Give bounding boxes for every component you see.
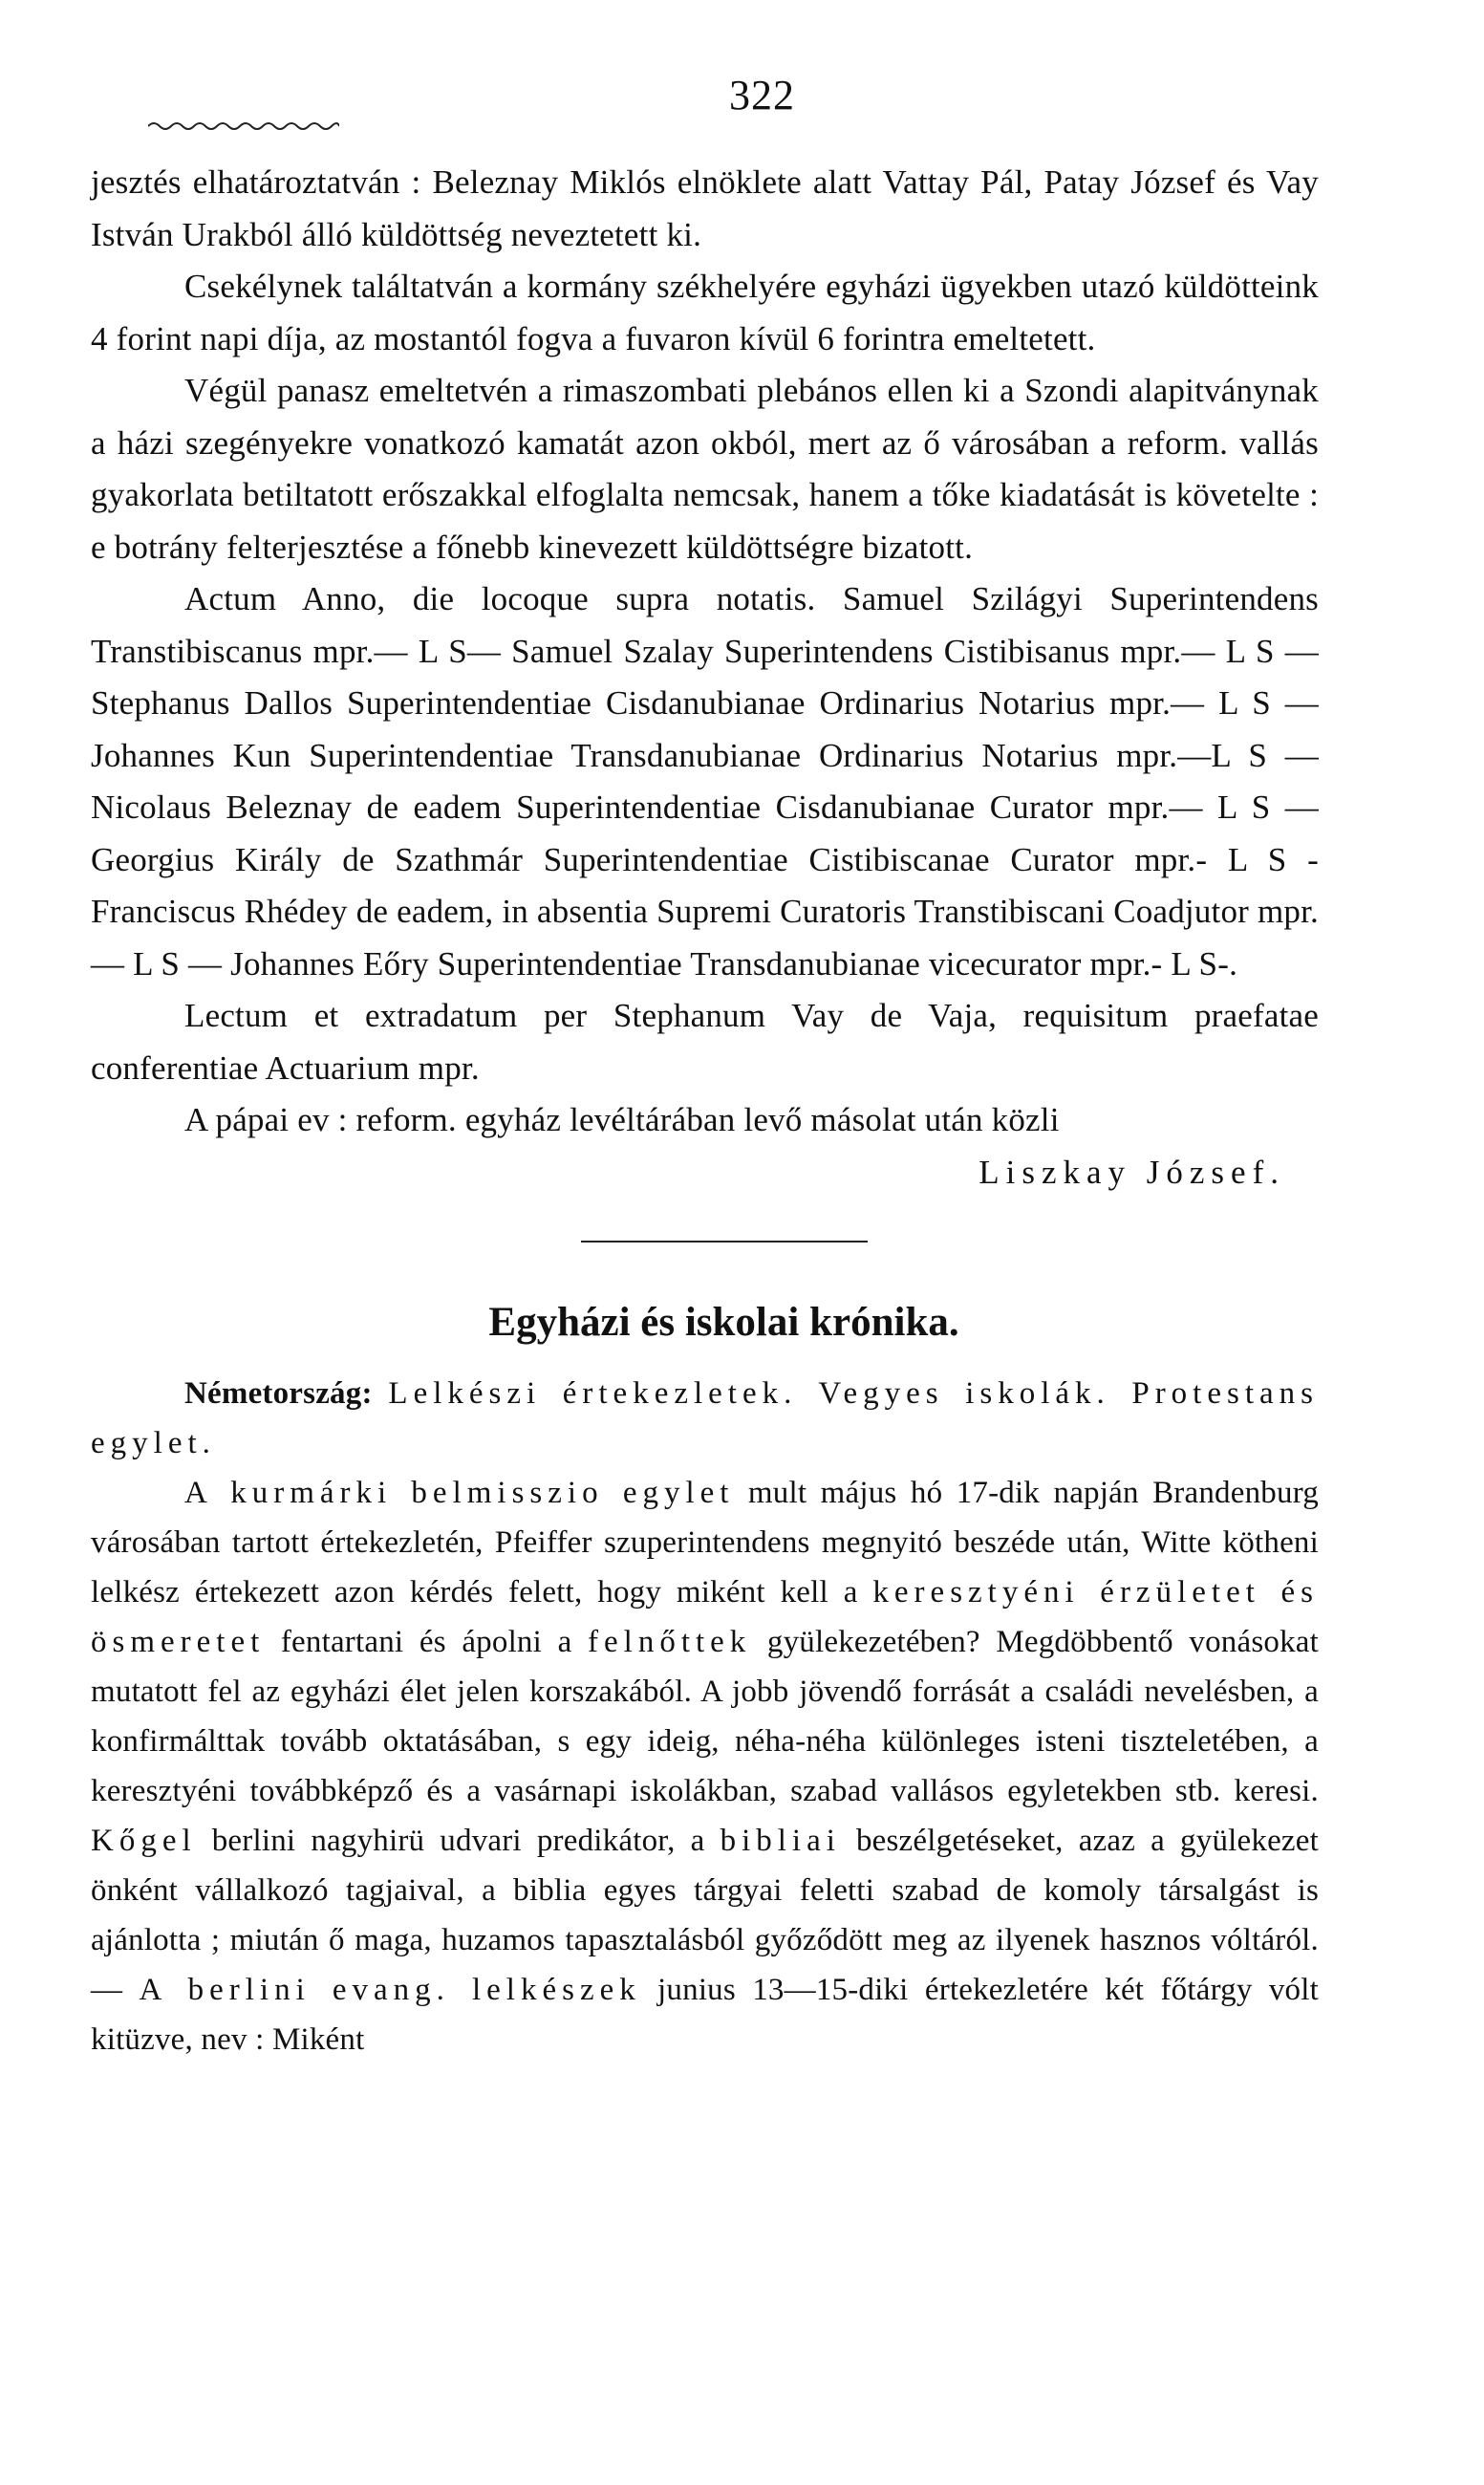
section-divider (581, 1241, 868, 1242)
lead-text: A kurmárki belmisszio egylet (184, 1476, 735, 1510)
chronicle-text-3: gyülekezetében? Megdöbbentő vonásokat mutatott fel az egyházi élet jelen korszakából. A jobb jövendő forrását a családi nevelésben, a konfirmálttak tovább oktatásában, s egy ideig, néha-néha különleges isteni tiszteletében, a keresztyéni továbbképző és a vasárnapi iskolákban, szabad vallásos egyletekben stb. keresi. (91, 1625, 1320, 1808)
emphasis-3: Kőgel (91, 1824, 197, 1858)
chronicle-heading (91, 1369, 1319, 1468)
wavy-ornament-icon (148, 119, 339, 133)
emphasis-2: felnőttek (588, 1625, 752, 1659)
paragraph-1: jesztés elhatároztatván : Beleznay Miklós elnöklete alatt Vattay Pál, Patay József és Vay István Urakból álló küldöttség neveztetett ki. (91, 163, 1319, 253)
chronicle-subtitle: Lelkészi értekezletek. Vegyes iskolák. Protestans egylet. (91, 1376, 1319, 1460)
section-title: Egyházi és iskolai krónika. (488, 1300, 959, 1345)
country-label: Németország: (184, 1376, 373, 1411)
chronicle-text-4: berlini nagyhirü udvari predikátor, a (211, 1824, 705, 1858)
chronicle-paragraph (91, 1468, 1319, 2064)
chronicle-text-5: beszélgetéseket, azaz a gyülekezet önként vállalkozó tagjaival, a biblia egyes tárgyai feletti szabad de komoly társalgást is ajánlotta ; miután ő maga, huzamos tapasztalásból győződött meg az ilyenek hasznos vóltáról. — (91, 1824, 1319, 2007)
chronicle-text-6: junius 13—15-diki értekezletére két főtárgy vólt kitüzve, nev : Miként (91, 1973, 1319, 2057)
signature: Liszkay József. (979, 1153, 1285, 1191)
paragraph-3: Végül panasz emeltetvén a rimaszombati plebános ellen ki a Szondi alapitványnak a házi szegényekre vonatkozó kamatát azon okból, mert az ő városában a reform. vallás gyakorlata betiltatott erőszakkal elfoglalta nemcsak, hanem a tőke kiadatását is követelte : e botrány felterjesztése a főnebb kinevezett küldöttségre bizatott. (91, 372, 1319, 566)
paragraph-2: Csekélynek találtatván a kormány székhelyére egyházi ügyekben utazó küldötteink 4 forint napi díja, az mostantól fogva a fuvaron kívül 6 forintra emeltetett. (91, 268, 1319, 357)
paragraph-5: Lectum et extradatum per Stephanum Vay de Vaja, requisitum praefatae conferentiae Actuarium mpr. (91, 997, 1319, 1087)
emphasis-1: keresztyéni érzületet és ösmeretet (91, 1575, 1320, 1659)
page-number: 322 (729, 72, 795, 119)
chronicle-text-2: fentartani és ápolni a (280, 1625, 572, 1659)
paragraph-6: A pápai ev : reform. egyház levéltárában levő másolat után közli (184, 1101, 1060, 1138)
paragraph-4: Actum Anno, die locoque supra notatis. Samuel Szilágyi Superintendens Transtibiscanus mpr.— L S— Samuel Szalay Superintendens Cistibisanus mpr.— L S —Stephanus Dallos Superintendentiae Cisdanubianae Ordinarius Notarius mpr.— L S — Johannes Kun Superintendentiae Transdanubianae Ordinarius Notarius mpr.—L S —Nicolaus Beleznay de eadem Superintendentiae Cisdanubianae Curator mpr.— L S —Georgius Király de Szathmár Superintendentiae Cistibiscanae Curator mpr.- L S -Franciscus Rhédey de eadem, in absentia Supremi Curatoris Transtibiscani Coadjutor mpr.— L S — Johannes Eőry Superintendentiae Transdanubianae vicecurator mpr.- L S-. (91, 580, 1319, 983)
emphasis-5: A berlini evang. lelkészek (139, 1973, 641, 2007)
chronicle-text-1: mult május hó 17-dik napján Brandenburg városában tartott értekezletén, Pfeiffer szuperintendens megnyitó beszéde után, Witte kötheni lelkész értekezett azon kérdés felett, hogy miként kell a (91, 1476, 1319, 1610)
document-page (91, 72, 1319, 2064)
emphasis-4: bibliai (720, 1824, 841, 1858)
